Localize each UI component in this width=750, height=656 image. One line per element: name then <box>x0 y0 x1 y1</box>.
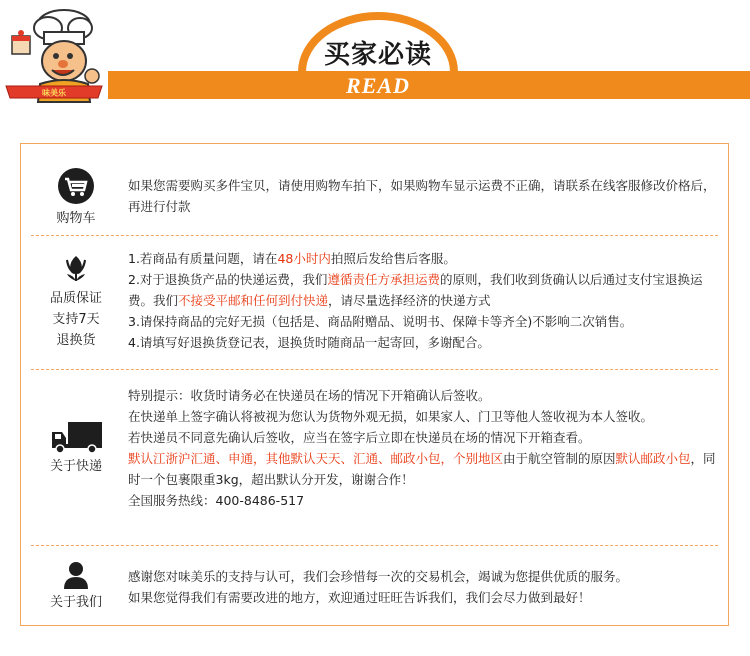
section-about <box>21 546 728 626</box>
quality-line-4: 4.请填写好退换货登记表，退换货时随商品一起寄回，多谢配合。 <box>128 335 490 350</box>
shipping-line-1: 特别提示：收货时请务必在快递员在场的情况下开箱确认后签收。 <box>128 388 491 403</box>
info-box <box>20 143 729 626</box>
quality-line-2: 2.对于退换货产品的快递运费，我们遵循责任方承担运费的原则，我们收到货确认以后通过支付宝退换运费。我们不接受平邮和任何到付快递，请尽量选择经济的快递方式 <box>128 272 703 308</box>
shipping-line-3: 若快递员不同意先确认后签收，应当在签字后立即在快递员在场的情况下开箱查看。 <box>128 430 591 445</box>
user-icon <box>61 560 91 590</box>
shopping-cart-icon <box>56 166 96 206</box>
page-subtitle: READ <box>346 73 410 98</box>
cart-label: 购物车 <box>56 211 96 226</box>
quality-text <box>128 248 720 353</box>
shipping-line-2: 在快递单上签字确认将被视为您认为货物外观无损，如果家人、门卫等他人签收视为本人签收。 <box>128 409 654 424</box>
quality-label-2: 支持7天 <box>52 312 100 327</box>
quality-line-3: 3.请保持商品的完好无损（包括是、商品附赠品、说明书、保障卡等齐全)不影响二次销售。 <box>128 314 633 329</box>
page-title: 买家必读 <box>323 40 432 70</box>
shipping-text <box>128 385 720 511</box>
about-line-1: 感谢您对味美乐的支持与认可，我们会珍惜每一次的交易机会，竭诚为您提供优质的服务。 <box>128 569 629 584</box>
shipping-line-4: 默认江浙沪汇通、申通，其他默认天天、汇通、邮政小包，个别地区由于航空管制的原因默认邮政小包，同时一个包裹限重3kg，超出默认分开发，谢谢合作！ <box>128 451 716 487</box>
tulip-icon <box>59 252 93 286</box>
section-quality <box>21 236 728 364</box>
delivery-truck-icon <box>48 420 104 454</box>
about-label: 关于我们 <box>49 595 102 610</box>
mascot-name-text: 味美乐 <box>42 88 66 98</box>
quality-label-1: 品质保证 <box>49 291 102 306</box>
quality-label-3: 退换货 <box>56 333 96 348</box>
shipping-label: 关于快递 <box>49 459 102 474</box>
service-hotline: 全国服务热线：400-8486-517 <box>128 493 305 508</box>
cart-description: 如果您需要购买多件宝贝，请使用购物车拍下，如果购物车显示运费不正确，请联系在线客服修改价格后，再进行付款 <box>128 178 716 214</box>
header-banner <box>0 0 750 110</box>
about-text <box>128 566 720 608</box>
about-line-2: 如果您觉得我们有需要改进的地方，欢迎通过旺旺告诉我们，我们会尽力做到最好！ <box>128 590 591 605</box>
shipping-icon-col <box>21 420 131 477</box>
section-cart <box>21 144 728 236</box>
about-icon-col <box>21 560 131 613</box>
cart-text <box>128 175 720 217</box>
quality-icon-col <box>21 252 131 351</box>
section-shipping <box>21 370 728 542</box>
quality-line-1: 1.若商品有质量问题，请在48小时内拍照后发给售后客服。 <box>128 251 456 266</box>
arch-mask <box>290 99 470 139</box>
cart-icon-col <box>21 166 131 229</box>
chef-mascot-logo <box>4 6 104 106</box>
